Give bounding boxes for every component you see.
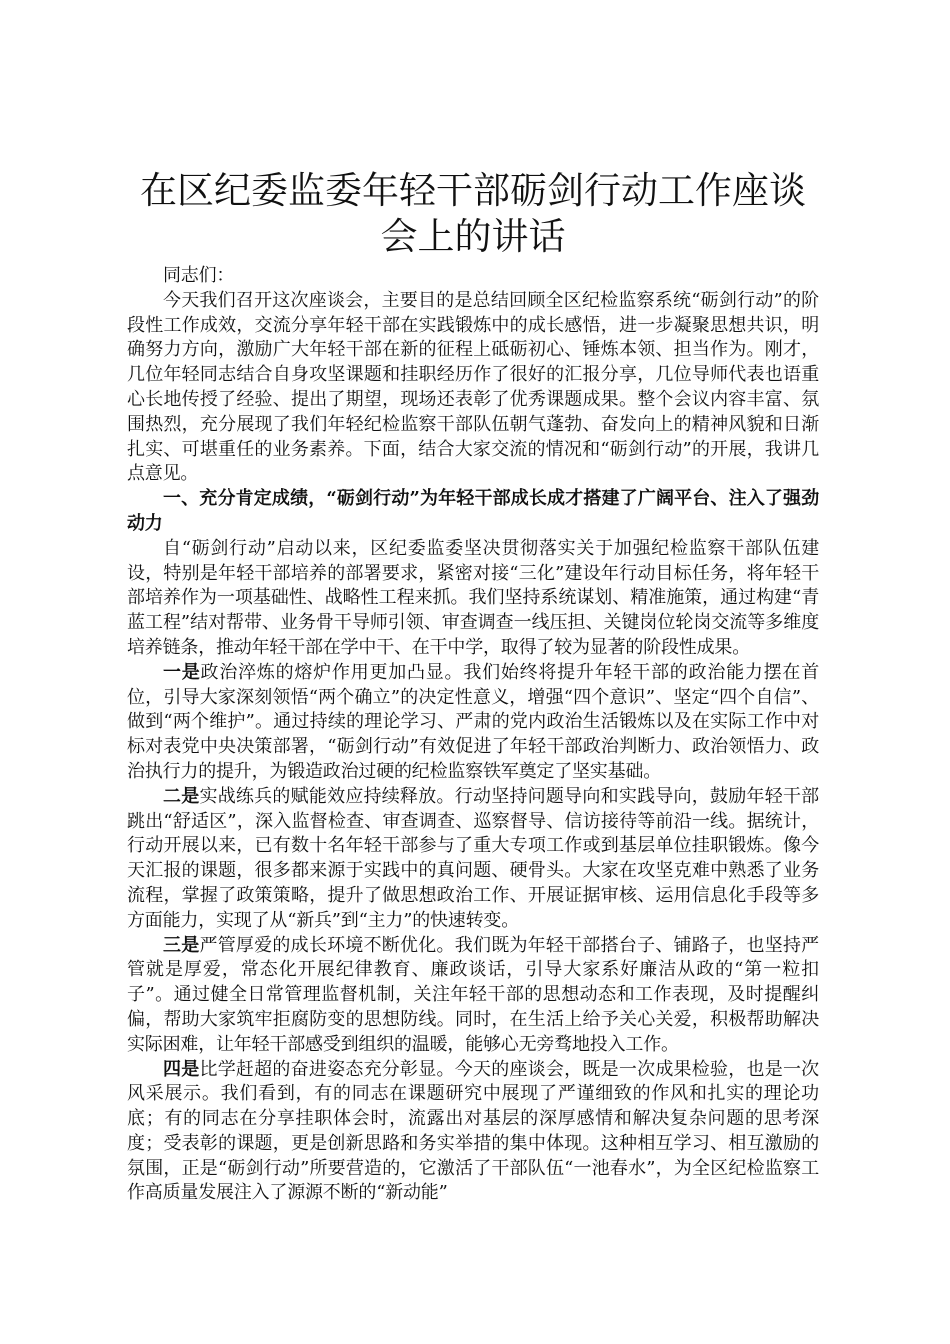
point-4-paragraph: [127, 1058, 819, 1207]
point-1-paragraph: [127, 661, 819, 785]
point-3-paragraph: [127, 934, 819, 1058]
point-2-paragraph: [127, 785, 819, 934]
point-3-text: 严管厚爱的成长环境不断优化。我们既为年轻干部搭台子、铺路子，也坚持严管就是厚爱，常态化开展纪律教育、廉政谈话，引导大家系好廉洁从政的“第一粒扣子”。通过健全日常管理监督机制，关注年轻干部的思想动态和工作表现，及时提醒纠偏，帮助大家筑牢拒腐防变的思想防线。同时，在生活上给予关心关爱，积极帮助解决实际困难，让年轻干部感受到组织的温暖，能够心无旁骛地投入工作。: [127, 934, 819, 1055]
point-2-lead: 二是: [163, 785, 200, 807]
document-page: [127, 168, 819, 1206]
salutation: 同志们：: [163, 265, 235, 286]
intro-paragraph: 今天我们召开这次座谈会，主要目的是总结回顾全区纪检监察系统“砺剑行动”的阶段性工作成效，交流分享年轻干部在实践锻炼中的成长感悟，进一步凝聚思想共识，明确努力方向，激励广大年轻干部在新的征程上砥砺初心、锤炼本领、担当作为。刚才，几位年轻同志结合自身攻坚课题和挂职经历作了很好的汇报分享，几位导师代表也语重心长地传授了经验、提出了期望，现场还表彰了优秀课题成果。整个会议内容丰富、氛围热烈，充分展现了我们年轻纪检监察干部队伍朝气蓬勃、奋发向上的精神风貌和日渐扎实、可堪重任的业务素养。下面，结合大家交流的情况和“砺剑行动”的开展，我讲几点意见。: [127, 289, 819, 485]
point-4-text: 比学赶超的奋进姿态充分彰显。今天的座谈会，既是一次成果检验，也是一次风采展示。我们看到，有的同志在课题研究中展现了严谨细致的作风和扎实的理论功底；有的同志在分享挂职体会时，流露出对基层的深厚感情和解决复杂问题的思考深度；受表彰的课题，更是创新思路和务实举措的集中体现。这种相互学习、相互激励的氛围，正是“砺剑行动”所要营造的，它激活了干部队伍“一池春水”，为全区纪检监察工作高质量发展注入了源源不断的“新动能”: [127, 1058, 819, 1204]
section-1-heading: 一、充分肯定成绩，“砺剑行动”为年轻干部成长成才搭建了广阔平台、注入了强劲动力: [127, 488, 819, 534]
point-1-lead: 一是: [163, 661, 201, 683]
point-3-lead: 三是: [163, 934, 200, 956]
document-title: 在区纪委监委年轻干部砺剑行动工作座谈会上的讲话: [140, 169, 806, 258]
point-1-text: 政治淬炼的熔炉作用更加凸显。我们始终将提升年轻干部的政治能力摆在首位，引导大家深刻领悟“两个确立”的决定性意义，增强“四个意识”、坚定“四个自信”、做到“两个维护”。通过持续的理论学习、严肃的党内政治生活锻炼以及在实际工作中对标对表党中央决策部署，“砺剑行动”有效促进了年轻干部政治判断力、政治领悟力、政治执行力的提升，为锻造政治过硬的纪检监察铁军奠定了坚实基础。: [127, 661, 819, 782]
point-2-text: 实战练兵的赋能效应持续释放。行动坚持问题导向和实践导向，鼓励年轻干部跳出“舒适区”，深入监督检查、审查调查、巡察督导、信访接待等前沿一线。据统计，行动开展以来，已有数十名年轻干部参与了重大专项工作或到基层单位挂职锻炼。像今天汇报的课题，很多都来源于实践中的真问题、硬骨头。大家在攻坚克难中熟悉了业务流程，掌握了政策策略，提升了做思想政治工作、开展证据审核、运用信息化手段等多方面能力，实现了从“新兵”到“主力”的快速转变。: [127, 785, 819, 931]
point-4-lead: 四是: [163, 1058, 200, 1080]
section-1-body: 自“砺剑行动”启动以来，区纪委监委坚决贯彻落实关于加强纪检监察干部队伍建设，特别是年轻干部培养的部署要求，紧密对接“三化”建设年行动目标任务，将年轻干部培养作为一项基础性、战略性工程来抓。我们坚持系统谋划、精准施策，通过构建“青蓝工程”结对帮带、业务骨干导师引领、审查调查一线压担、关键岗位轮岗交流等多维度培养链条，推动年轻干部在学中干、在干中学，取得了较为显著的阶段性成果。: [127, 537, 819, 658]
